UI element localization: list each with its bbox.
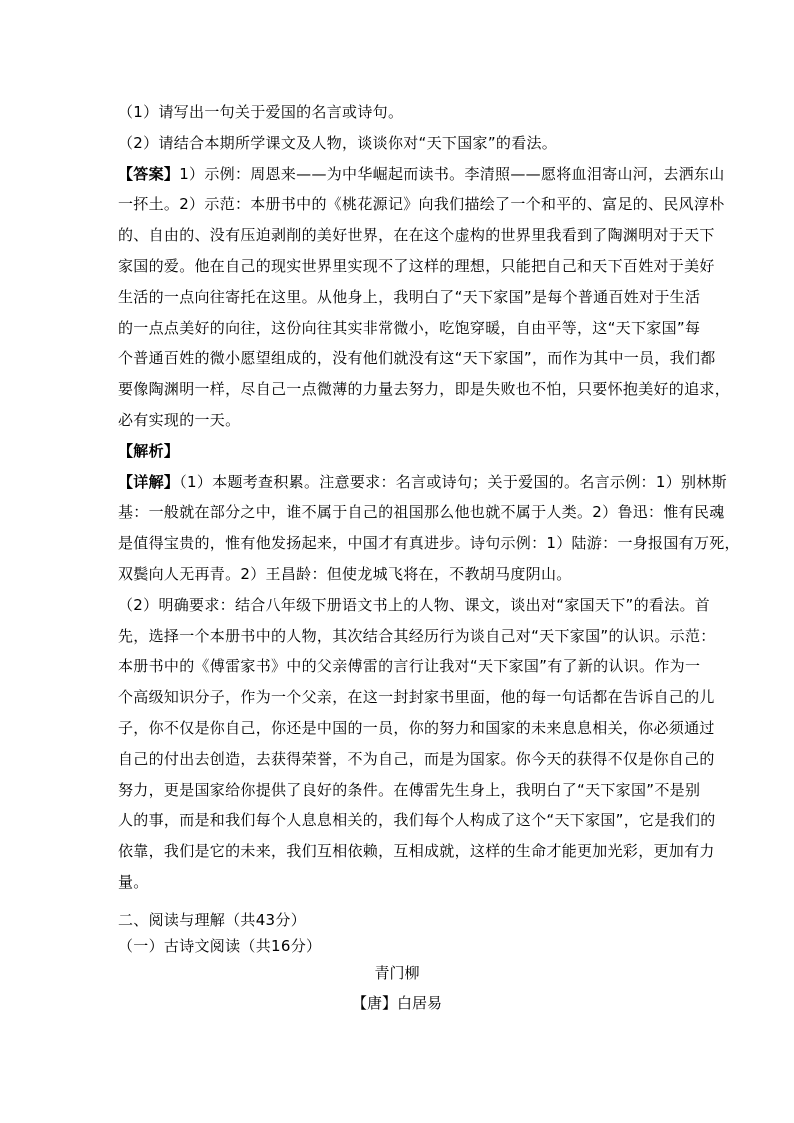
section-heading: 二、阅读与理解（共43分）: [118, 911, 306, 929]
answer-line: [118, 159, 725, 190]
detail-line: 本册书中的《傅雷家书》中的父亲傅雷的言行让我对“天下家国”有了新的认识。作为一: [118, 657, 701, 676]
detail-line: 先，选择一个本册书中的人物，其次结合其经历行为谈自己对“天下家国”的认识。示范：: [118, 626, 716, 645]
poem-title: 青门柳: [374, 964, 420, 982]
detail-line: 依靠，我们是它的未来，我们互相依赖，互相成就，这样的生命才能更加光彩，更加有力: [118, 842, 715, 861]
answer-line: 必有实现的一天。: [118, 410, 241, 429]
answer-line: 家国的爱。他在自己的现实世界里实现不了这样的理想，只能把自己和天下百姓对于美好: [118, 256, 715, 275]
poem-author: 【唐】白居易: [351, 994, 442, 1012]
detail-line: 量。: [118, 872, 149, 891]
answer-line: 一抔土。2）示范：本册书中的《桃花源记》向我们描绘了一个和平的、富足的、民风淳朴: [118, 195, 725, 214]
section-headings: [118, 907, 688, 959]
answer-line: 的一点点美好的向往，这份向往其实非常微小，吃饱穿暖，自由平等，这“天下家国”每: [118, 318, 701, 337]
answer-line: 个普通百姓的微小愿望组成的，没有他们就没有这“天下家国”，而作为其中一员，我们都: [118, 349, 716, 368]
answer-line: 的、自由的、没有压迫剥削的美好世界，在在这个虚构的世界里我看到了陶渊明对于天下: [118, 226, 715, 245]
subsection-heading: （一）古诗文阅读（共16分）: [118, 937, 322, 955]
question-1: （1）请写出一句关于爱国的名言或诗句。: [118, 103, 404, 121]
answer-line: 要像陶渊明一样，尽自己一点微薄的力量去努力，即是失败也不怕，只要怀抱美好的追求，: [118, 380, 731, 399]
detail-line: [118, 467, 727, 498]
answer-text: 1）示例：周恩来——为中华崛起而读书。李清照——愿将血泪寄山河，去洒东山: [179, 164, 725, 183]
question-block: [118, 97, 740, 898]
detail-line: 双鬓向人无再青。2）王昌龄：但使龙城飞将在，不教胡马度阴山。: [118, 564, 572, 583]
detail-text: （1）本题考查积累。注意要求：名言或诗句；关于爱国的。名言示例：1）别林斯: [179, 472, 727, 491]
question-2: （2）请结合本期所学课文及人物，谈谈你对“天下国家”的看法。: [118, 133, 558, 152]
detail-line: 基：一般就在部分之中，谁不属于自己的祖国那么他也就不属于人类。2）鲁迅：惟有民魂: [118, 503, 725, 522]
answer-label: 【答案】: [118, 164, 180, 183]
detail-line: 是值得宝贵的，惟有他发扬起来，中国才有真进步。诗句示例：1）陆游：一身报国有万死，: [118, 534, 740, 553]
detail-line: 努力，更是国家给你提供了良好的条件。在傅雷先生身上，我明白了“天下家国”不是别: [118, 780, 701, 799]
detail-line: （2）明确要求：结合八年级下册语文书上的人物、课文，谈出对“家国天下”的看法。首: [118, 595, 711, 614]
detail-line: 人的事，而是和我们每个人息息相关的，我们每个人构成了这个“天下家国”，它是我们的: [118, 811, 716, 830]
detail-line: 自己的付出去创造，去获得荣誉，不为自己，而是为国家。你今天的获得不仅是你自己的: [118, 749, 715, 768]
answer-line: 生活的一点向往寄托在这里。从他身上，我明白了“天下家国”是每个普通百姓对于生活: [118, 287, 701, 306]
analysis-label: 【解析】: [118, 441, 180, 460]
detail-line: 子，你不仅是你自己，你还是中国的一员，你的努力和国家的未来息息相关，你必须通过: [118, 718, 715, 737]
detail-label: 【详解】: [118, 472, 180, 491]
detail-line: 个高级知识分子，作为一个父亲，在这一封封家书里面，他的每一句话都在告诉自己的儿: [118, 688, 715, 707]
